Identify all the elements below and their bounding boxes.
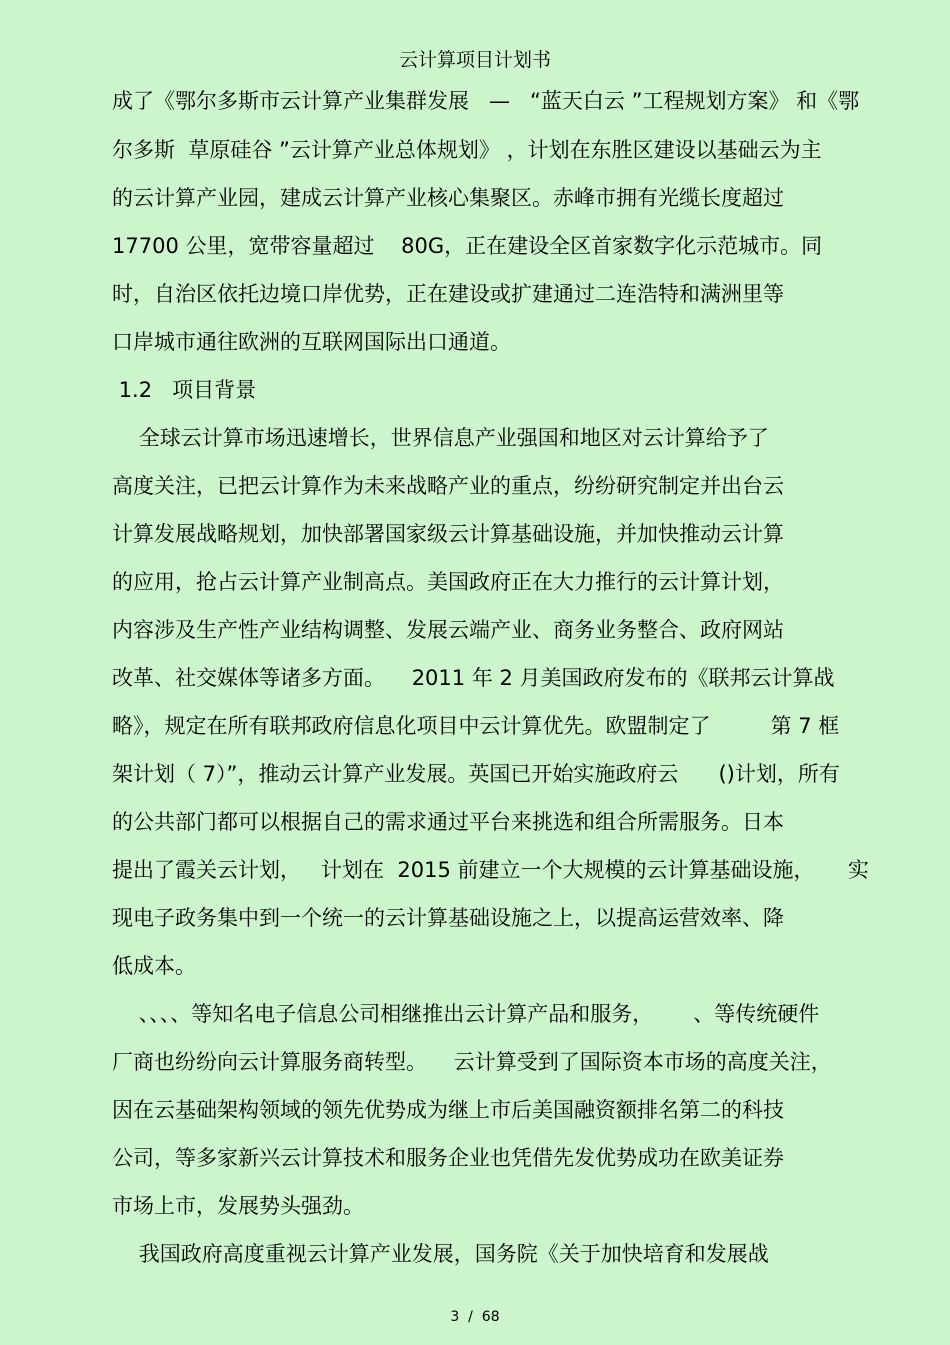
text-line: 市场上市，发展势头强劲。	[112, 1194, 364, 1218]
text-line: 高度关注，已把云计算作为未来战略产业的重点，纷纷研究制定并出台云	[112, 474, 784, 498]
text-line: 现电子政务集中到一个统一的云计算基础设施之上，以提高运营效率、降	[112, 906, 784, 930]
text-line: 、、、、等知名电子信息公司相继推出云计算产品和服务， 、等传统硬件	[112, 1002, 820, 1026]
text-line: 因在云基础架构领域的领先优势成为继上市后美国融资额排名第二的科技	[112, 1098, 784, 1122]
text-line: 全球云计算市场迅速增长，世界信息产业强国和地区对云计算给予了	[112, 426, 769, 450]
text-line: 低成本。	[112, 954, 196, 978]
text-line: 略》，规定在所有联邦政府信息化项目中云计算优先。欧盟制定了 第 7 框	[112, 714, 840, 738]
text-line: 公司，等多家新兴云计算技术和服务企业也凭借先发优势成功在欧美证券	[112, 1146, 784, 1170]
page-number: 3 / 68	[450, 1309, 500, 1325]
text-line: 的云计算产业园，建成云计算产业核心集聚区。赤峰市拥有光缆长度超过	[112, 186, 784, 210]
text-line: 厂商也纷纷向云计算服务商转型。 云计算受到了国际资本市场的高度关注，	[112, 1050, 832, 1074]
text-line: 计算发展战略规划，加快部署国家级云计算基础设施，并加快推动云计算	[112, 522, 784, 546]
text-line: 的公共部门都可以根据自己的需求通过平台来挑选和组合所需服务。日本	[112, 810, 784, 834]
text-line: 成了《鄂尔多斯市云计算产业集群发展 — “蓝天白云 ”工程规划方案》 和《鄂	[112, 89, 860, 113]
text-line: 架计划（ 7）”，推动云计算产业发展。英国已开始实施政府云 ()计划，所有	[112, 762, 840, 786]
text-line: 我国政府高度重视云计算产业发展，国务院《关于加快培育和发展战	[112, 1242, 769, 1266]
text-line: 尔多斯 草原硅谷 ”云计算产业总体规划》 ，计划在东胜区建设以基础云为主	[112, 138, 822, 162]
text-line: 口岸城市通往欧洲的互联网国际出口通道。	[112, 330, 511, 354]
text-line: 的应用，抢占云计算产业制高点。美国政府正在大力推行的云计算计划，	[112, 570, 784, 594]
text-line: 提出了霞关云计划， 计划在 2015 前建立一个大规模的云计算基础设施， 实	[112, 858, 869, 882]
text-line: 内容涉及生产性产业结构调整、发展云端产业、商务业务整合、政府网站	[112, 618, 784, 642]
page-header-title: 云计算项目计划书	[398, 49, 551, 71]
section-heading: 1.2 项目背景	[112, 378, 257, 402]
text-line: 时，自治区依托边境口岸优势，正在建设或扩建通过二连浩特和满洲里等	[112, 282, 784, 306]
text-line: 17700 公里，宽带容量超过 80G，正在建设全区首家数字化示范城市。同	[112, 234, 823, 258]
text-line: 改革、社交媒体等诸多方面。 2011 年 2 月美国政府发布的《联邦云计算战	[112, 666, 835, 690]
